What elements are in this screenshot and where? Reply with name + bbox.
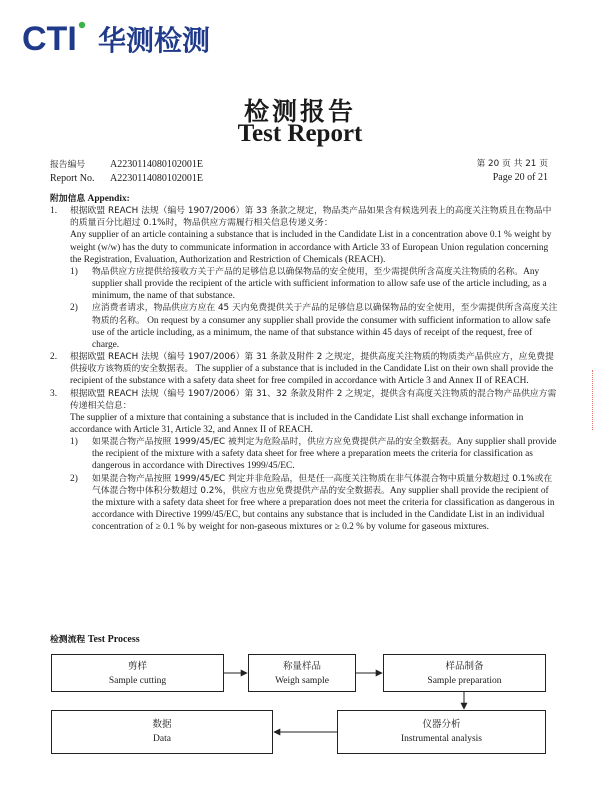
logo-brand-cn: 华测检测 — [98, 24, 211, 57]
item-en-text: The supplier of a substance that is included in the Candidate List on their own shall provide the recipient of the substance with a safety data sheet for free compiled in accordance with Article 3 and Annex II of REACH. — [70, 364, 553, 387]
logo-accent-dot — [79, 22, 85, 28]
subitem-cn-text: 应消费者请求，物品供应方应在 45 天内免费提供关于产品的足够信息以确保物品的安全使用，至少需提供所含高度关注物质的名称。 — [92, 303, 558, 326]
report-number-block — [50, 158, 203, 185]
step-cn: 数据 — [152, 719, 172, 730]
process-step-data — [51, 710, 273, 754]
side-margin-mark — [592, 370, 596, 430]
item-number: 1. — [50, 206, 58, 217]
report-no-en-label: Report No. — [50, 173, 95, 184]
subitem-en-text: On request by a consumer any supplier shall provide the consumer with sufficient information to allow safe use of the article including, as a minimum, the name of that substance within 45 days of receipt of the request, free of charge. — [92, 315, 551, 350]
step-en: Instrumental analysis — [401, 734, 482, 744]
subitem-cn-text: 物品供应方应提供给接收方关于产品的足够信息以确保物品的安全使用，至少需提供所含高度关注物质的名称。 — [92, 266, 524, 277]
process-step-sample-cutting — [51, 654, 224, 692]
appendix-item — [50, 388, 560, 412]
process-step-instrumental-analysis — [337, 710, 546, 754]
subitem-number: 1) — [70, 266, 78, 277]
report-no-value: A2230114080102001E — [110, 159, 203, 170]
appendix-item — [50, 205, 560, 229]
title-en: Test Report — [237, 120, 363, 147]
item-cn-text: 根据欧盟 REACH 法规（编号 1907/2006）第 31 条款及附件 2 之规定，提供高度关注物质的物质类产品供应方，应免费提供接收方该物质的安全数据表。 — [70, 352, 554, 375]
appendix-heading-cn: 附加信息 — [50, 194, 86, 204]
process-title — [50, 632, 140, 645]
appendix-heading — [50, 193, 560, 205]
page-en: Page 20 of 21 — [492, 172, 548, 183]
subitem-en-text: Any supplier shall provide the recipient of the article with sufficient information to allow safe use of the article including, as a minimum, the name of that substance. — [92, 266, 547, 302]
item-cn-text: 根据欧盟 REACH 法规（编号 1907/2006）第 31、32 条款及附件 2 之规定，提供含有高度关注物质的混合物产品供应方需传递相关信息： — [70, 388, 557, 411]
subitem-number: 2) — [70, 303, 78, 314]
item-cn-text: 根据欧盟 REACH 法规（编号 1907/2006）第 33 条款之规定，物品类产品如果含有候选列表上的高度关注物质且在物品中的质量百分比超过 0.1%时，物品供应方需履行相关信息传递义务： — [70, 206, 552, 229]
item-en-text: The supplier of a mixture that containing a substance that is included in the Candidate List shall exchange information in accordance with Article 31, Article 32, and Annex II of REACH. — [70, 412, 524, 435]
appendix-subitem — [50, 302, 560, 351]
step-en: Data — [153, 734, 171, 744]
subitem-cn-text: 如果混合物产品按照 1999/45/EC 判定并非危险品，但是任一高度关注物质在非气体混合物中质量分数超过 0.1%或在气体混合物中体积分数超过 0.2%，供应方也应免费提供产品的安全数据表。 — [92, 473, 553, 496]
appendix-body — [50, 193, 560, 533]
subitem-cn-text: 如果混合物产品按照 1999/45/EC 被判定为危险品时，供应方应免费提供产品的安全数据表。 — [92, 437, 457, 448]
appendix-subitem — [50, 473, 560, 534]
subitem-en-text: Any supplier shall provide the recipient of the mixture with a safety data sheet for free where a preparation does not meet the criteria for classification as dangerous in accordance with Directive 1999/45/EC, but contains any substance that is included in the Candidate List in an individual concentration of ≥ 0.1 % by weight for non-gaseous mixtures or ≥ 0.2 % by volume for gaseous mixtures. — [92, 485, 555, 533]
item-number: 2. — [50, 352, 58, 363]
logo-cti-text: CTI — [22, 20, 77, 58]
title-cn: 检测报告 — [243, 97, 356, 126]
step-cn: 样品制备 — [445, 661, 484, 672]
step-en: Sample preparation — [427, 676, 502, 686]
process-title-cn: 检测流程 — [50, 635, 86, 645]
report-no-cn-label: 报告编号 — [50, 160, 86, 170]
appendix-subitem — [50, 436, 560, 472]
item-en-text: Any supplier of an article containing a substance that is included in the Candidate List in a concentration above 0.1 % weight by weight (w/w) has the duty to communicate information in accordance with Article 33 of European Union regulation concerning the Registration, Evaluation, Authorization and Restriction of Chemicals (REACH). — [70, 230, 552, 265]
step-en: Sample cutting — [108, 676, 167, 686]
process-step-sample-preparation — [383, 654, 546, 692]
step-cn: 仪器分析 — [422, 719, 461, 730]
subitem-number: 2) — [70, 473, 78, 484]
subitem-en-text: Any supplier shall provide the recipient of the mixture with a safety data sheet for free where a preparation meets the criteria for classification as dangerous in accordance with Directives 1999/45/EC. — [92, 437, 557, 472]
appendix-heading-en: Appendix: — [87, 194, 130, 204]
step-cn: 剪样 — [127, 661, 147, 672]
page-number-block — [476, 158, 548, 184]
appendix-subitem — [50, 266, 560, 302]
item-number: 3. — [50, 388, 58, 399]
page-cn: 第 20 页 共 21 页 — [476, 159, 548, 169]
step-cn: 称量样品 — [282, 661, 321, 672]
cti-logo — [20, 16, 240, 60]
report-no-value-en: A2230114080102001E — [110, 173, 203, 184]
process-title-en: Test Process — [87, 634, 140, 645]
step-en: Weigh sample — [275, 676, 329, 686]
appendix-item — [50, 351, 560, 387]
subitem-number: 1) — [70, 437, 78, 448]
process-step-weigh-sample — [248, 654, 356, 692]
